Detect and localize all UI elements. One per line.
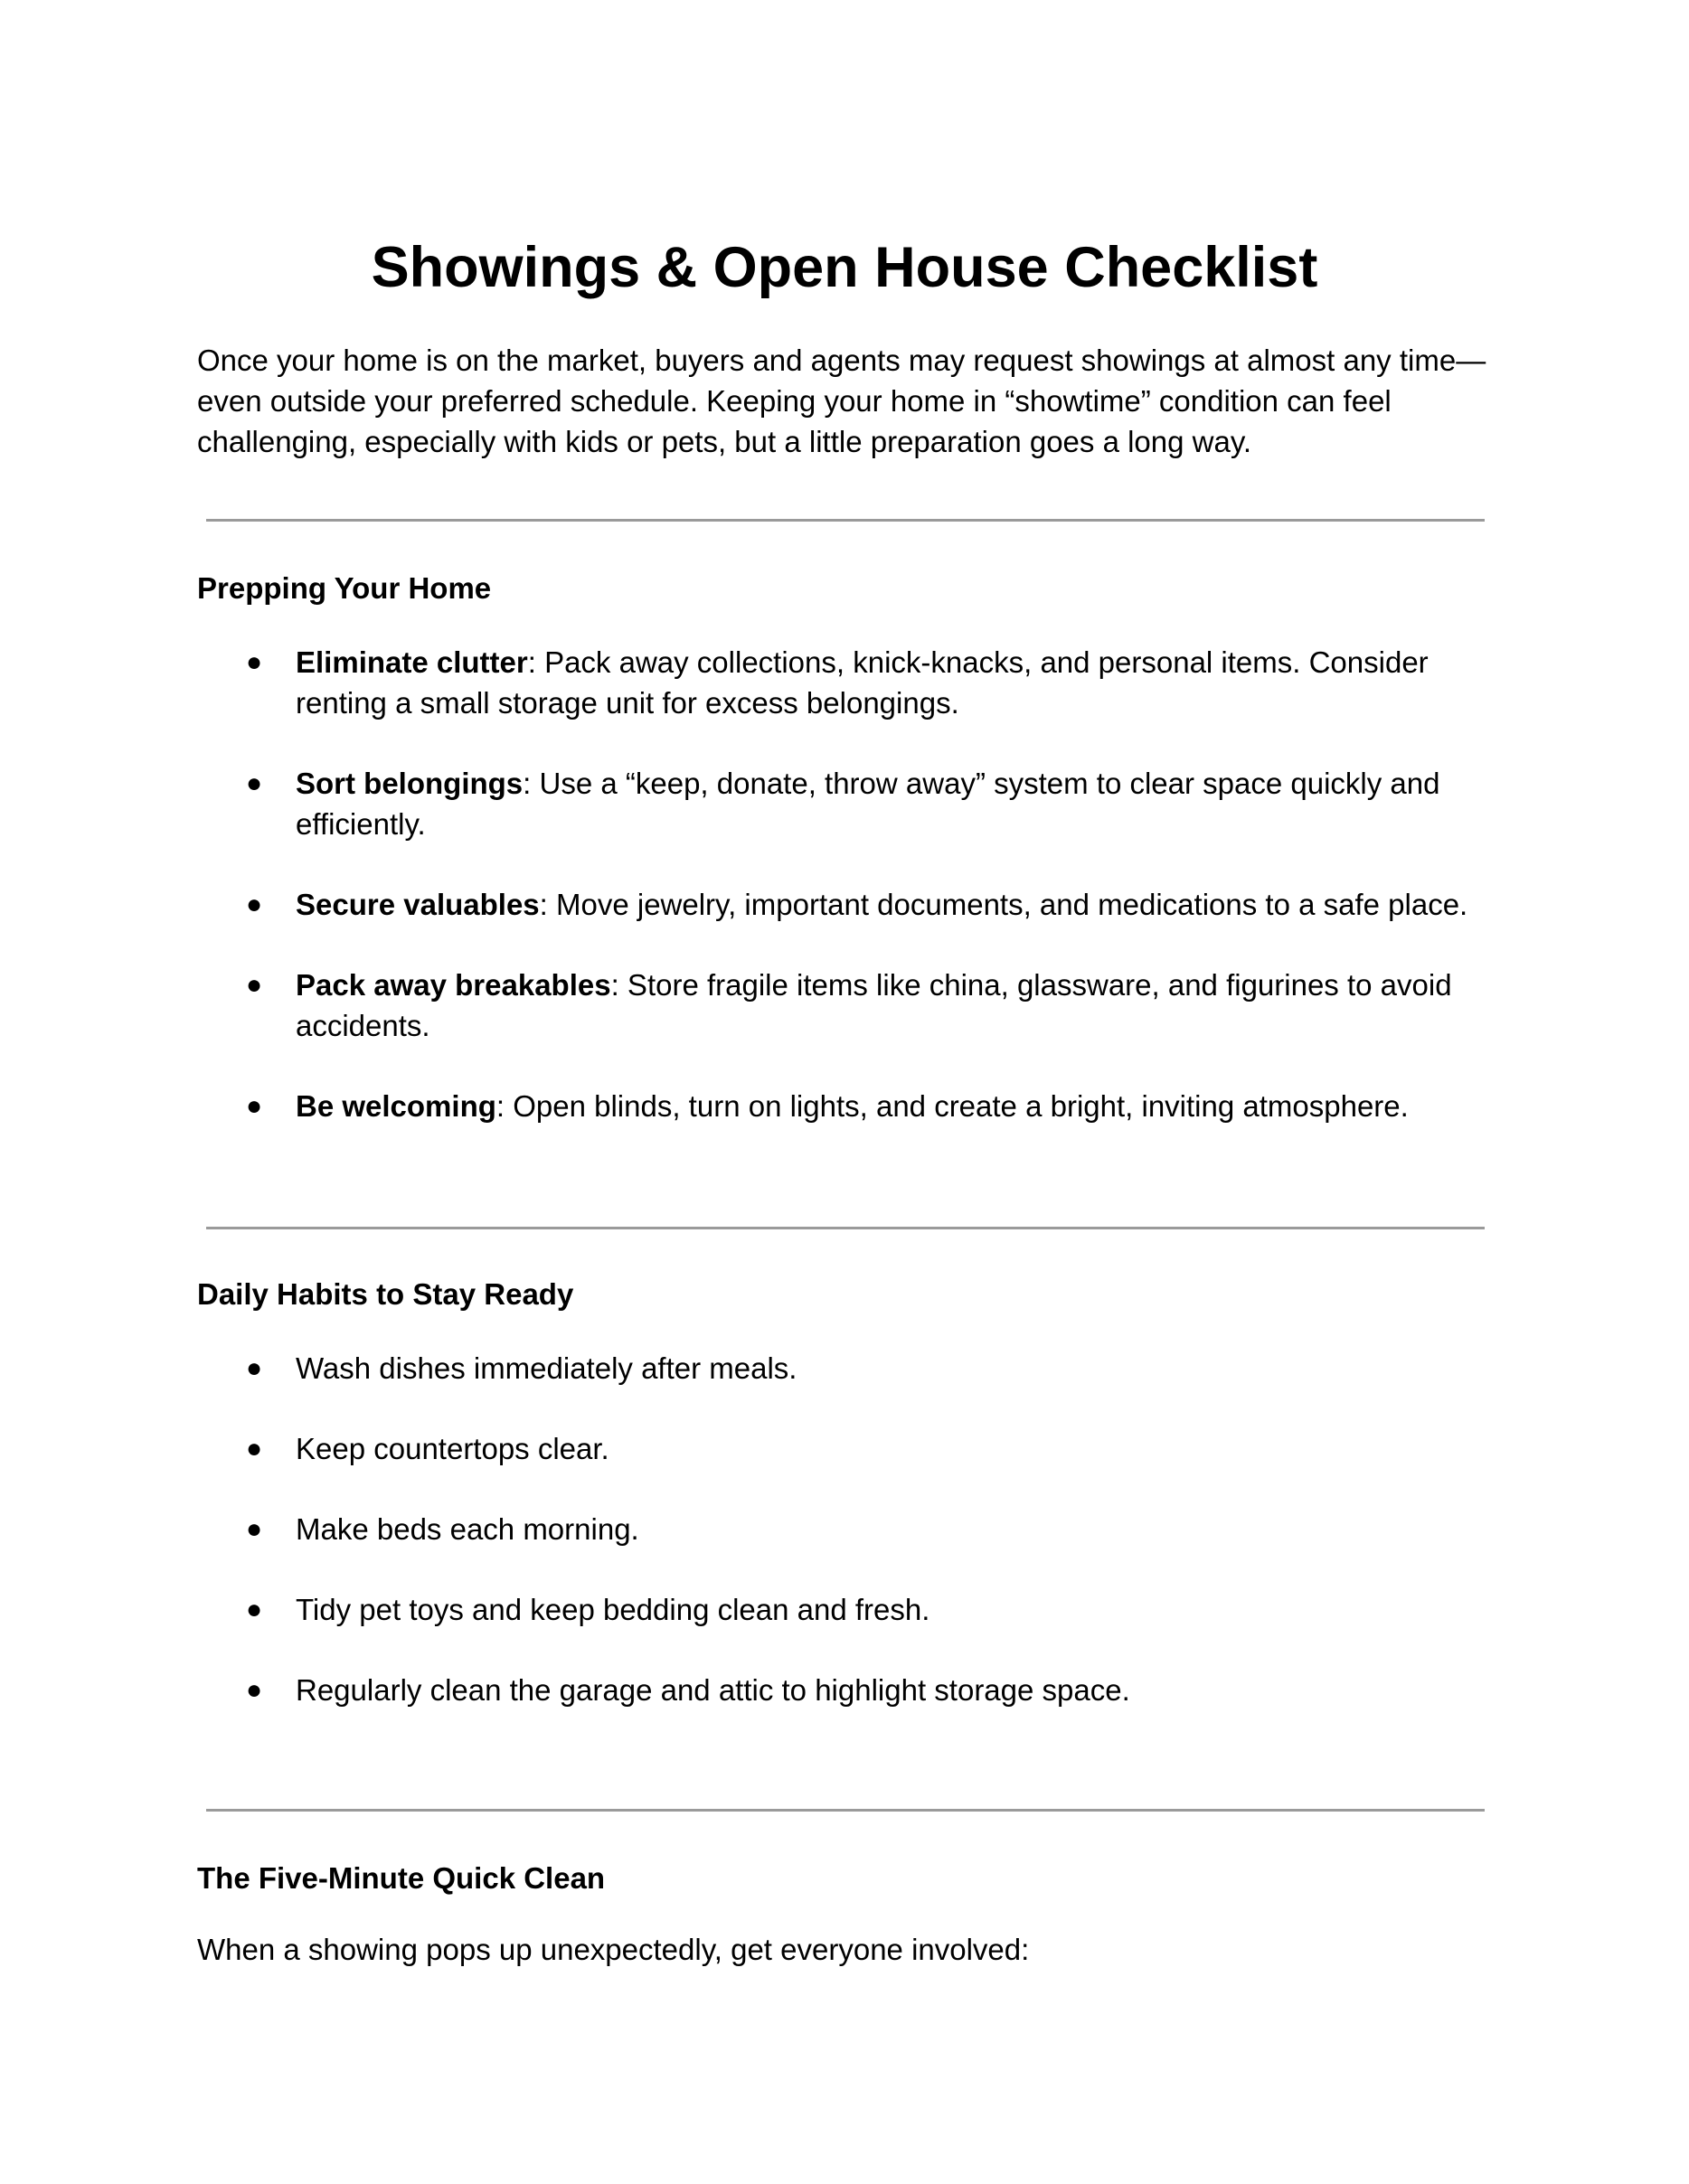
section-divider-2: [206, 1227, 1485, 1229]
intro-paragraph: Once your home is on the market, buyers and agents may request showings at almost any time—even outside your preferred schedule. Keeping your home in “showtime” condition can feel challenging, especially with kids or pets, but a little preparation goes a long way.: [197, 344, 1486, 458]
item-term: Sort belongings: [296, 767, 524, 800]
item-description: Wash dishes immediately after meals.: [296, 1351, 797, 1385]
bullet-icon: ●: [246, 1091, 263, 1121]
bullet-icon: ●: [246, 1595, 263, 1624]
bullet-icon: ●: [246, 1434, 263, 1464]
item-term: Eliminate clutter: [296, 645, 528, 679]
section-divider-1: [206, 519, 1485, 522]
item-description: Regularly clean the garage and attic to highlight storage space.: [296, 1673, 1130, 1707]
page-title: Showings & Open House Checklist: [371, 236, 1318, 299]
bullet-icon: ●: [246, 1514, 263, 1544]
item-term: Be welcoming: [296, 1089, 496, 1123]
item-description: : Use a “keep, donate, throw away” system to clear space quickly and efficiently.: [296, 767, 1440, 841]
item-term: Pack away breakables: [296, 968, 611, 1002]
bullet-icon: ●: [246, 890, 263, 919]
item-description: Keep countertops clear.: [296, 1432, 609, 1465]
bullet-icon: ●: [246, 647, 263, 677]
quick-clean-intro: When a showing pops up unexpectedly, get everyone involved:: [197, 1933, 1030, 1966]
item-description: : Store fragile items like china, glassware, and figurines to avoid accidents.: [296, 968, 1452, 1042]
item-term: Secure valuables: [296, 888, 540, 921]
bullet-icon: ●: [246, 1353, 263, 1383]
item-description: : Open blinds, turn on lights, and create a bright, inviting atmosphere.: [495, 1089, 1409, 1123]
item-description: Tidy pet toys and keep bedding clean and fresh.: [296, 1593, 930, 1626]
section-heading-quick-clean: The Five-Minute Quick Clean: [197, 1861, 606, 1895]
item-description: : Pack away collections, knick-knacks, and personal items. Consider renting a small storage unit for excess belongings.: [296, 645, 1429, 720]
item-description: Make beds each morning.: [296, 1512, 639, 1546]
bullet-icon: ●: [246, 768, 263, 798]
section-heading-prepping: Prepping Your Home: [197, 571, 492, 605]
bullet-icon: ●: [246, 970, 263, 1000]
bullet-icon: ●: [246, 1675, 263, 1705]
section-heading-daily-habits: Daily Habits to Stay Ready: [197, 1277, 574, 1311]
section-divider-3: [206, 1809, 1485, 1812]
item-description: : Move jewelry, important documents, and medications to a safe place.: [539, 888, 1468, 921]
